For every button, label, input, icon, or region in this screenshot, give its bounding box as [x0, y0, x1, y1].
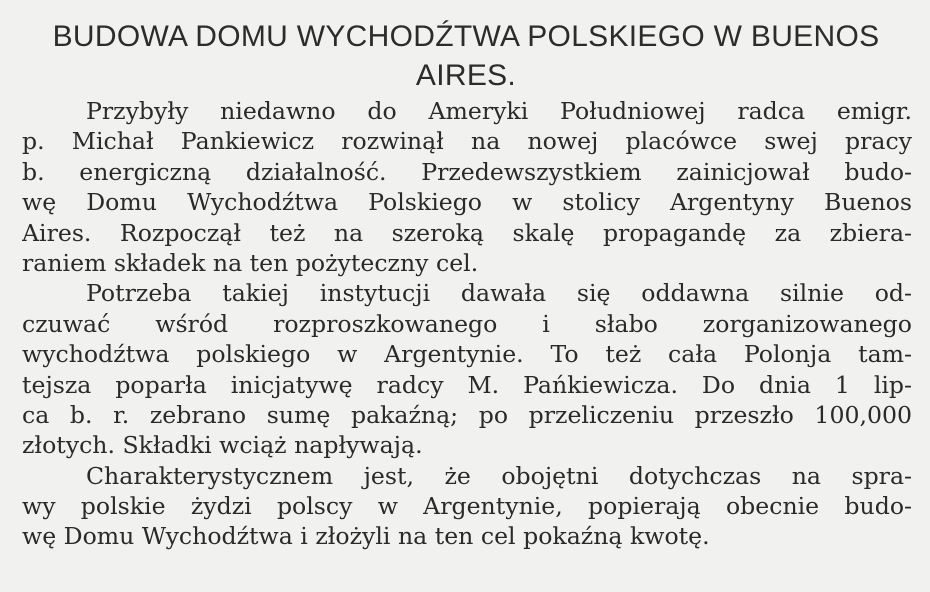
text-line: wę Domu Wychodźtwa Polskiego w stolicy Argentyny Buenos [22, 188, 912, 217]
text-line: czuwać wśród rozproszkowanego i słabo zorganizowanego [22, 309, 912, 338]
text-line: tejsza poparła inicjatywę radcy M. Pańkiewicza. Do dnia 1 lip- [22, 370, 912, 399]
text-line: wę Domu Wychodźtwa i złożyli na ten cel pokaźną kwotę. [22, 522, 710, 551]
text-line: p. Michał Pankiewicz rozwinął na nowej placówce swej pracy [22, 127, 912, 156]
paragraph-2 [22, 278, 912, 460]
text-line: wy polskie żydzi polscy w Argentynie, popierają obecnie budo- [22, 492, 912, 521]
article-body [22, 96, 912, 552]
article-title-line-1: BUDOWA DOMU WYCHODŹTWA POLSKIEGO W BUENOS [52, 20, 880, 53]
text-line: Potrzeba takiej instytucji dawała się oddawna silnie od- [86, 279, 912, 308]
text-line: ca b. r. zebrano sumę pakaźną; po przeliczeniu przeszło 100,000 [22, 400, 912, 429]
text-line: raniem składek na ten pożyteczny cel. [22, 248, 479, 277]
article-title-line-2: AIRES. [415, 59, 517, 92]
text-line: Aires. Rozpoczął też na szeroką skalę propagandę za zbiera- [22, 218, 912, 247]
text-line: Charakterystycznem jest, że obojętni dotychczas na spra- [86, 461, 912, 490]
paragraph-1 [22, 96, 912, 278]
text-line: b. energiczną działalność. Przedewszystkiem zainicjował budo- [22, 157, 912, 186]
text-line: złotych. Składki wciąż napływają. [22, 431, 423, 460]
paragraph-3 [22, 461, 912, 552]
text-line: wychodźtwa polskiego w Argentynie. To też cała Polonja tam- [22, 340, 912, 369]
text-line: Przybyły niedawno do Ameryki Południowej radca emigr. [86, 97, 912, 125]
